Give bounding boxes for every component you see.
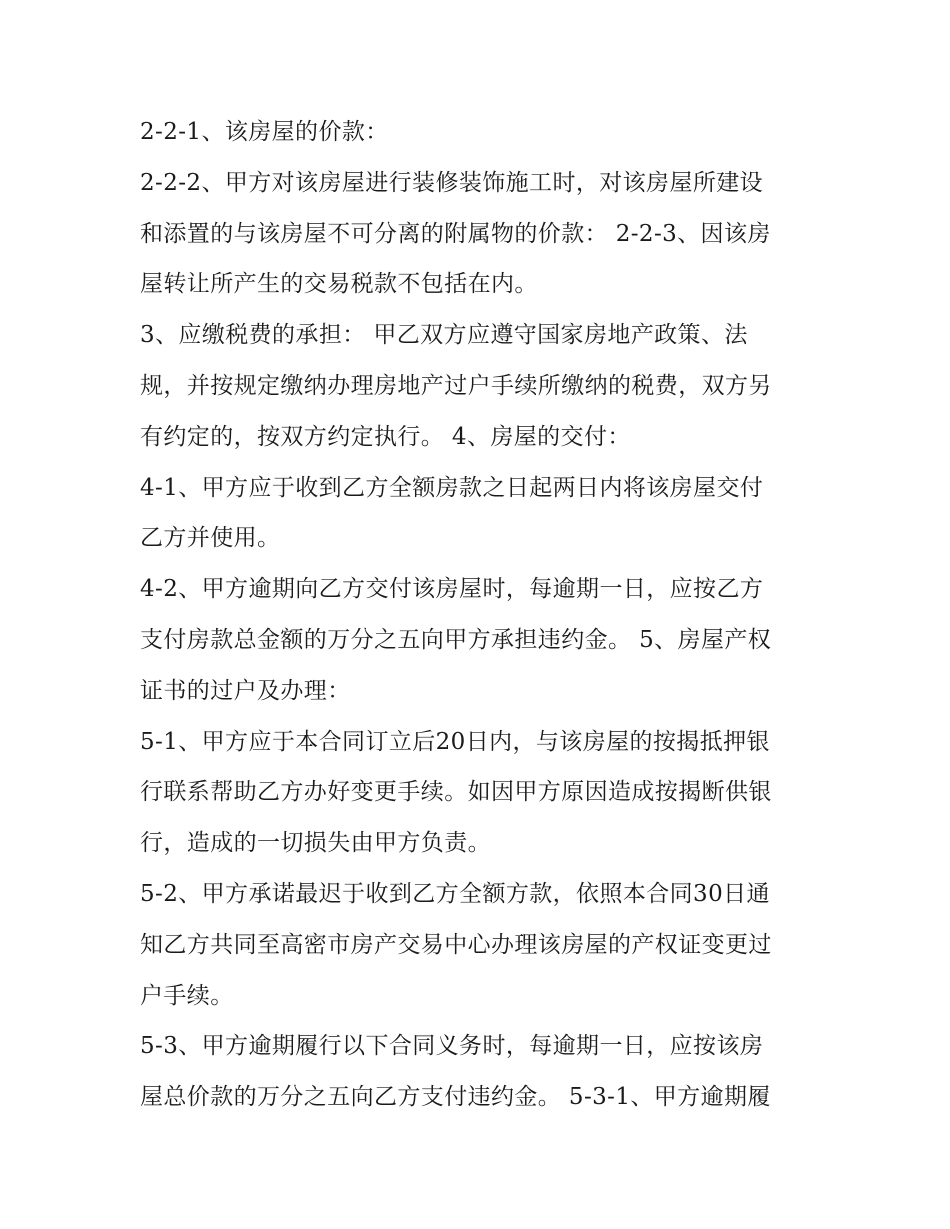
text-line: 有约定的，按双方约定执行。 4、房屋的交付： <box>140 423 631 450</box>
document-body <box>140 107 820 1123</box>
text-line: 2-2-2、甲方对该房屋进行装修装饰施工时，对该房屋所建设 <box>140 169 764 196</box>
text-line: 2-2-1、该房屋的价款： <box>140 119 389 145</box>
text-line: 屋总价款的万分之五向乙方支付违约金。 5-3-1、甲方逾期履 <box>140 1084 771 1111</box>
text-line: 规，并按规定缴纳办理房地产过户手续所缴纳的税费，双方另 <box>140 372 772 399</box>
text-line: 行联系帮助乙方办好变更手续。如因甲方原因造成按揭断供银 <box>140 779 772 806</box>
text-line: 知乙方共同至高密市房产交易中心办理该房屋的产权证变更过 <box>140 931 772 958</box>
text-line: 户手续。 <box>140 982 234 1009</box>
text-line: 屋转让所产生的交易税款不包括在内。 <box>140 271 538 298</box>
text-line: 5-2、甲方承诺最迟于收到乙方全额方款，依照本合同30日通 <box>140 880 770 907</box>
text-line: 乙方并使用。 <box>140 525 281 552</box>
text-line: 5-1、甲方应于本合同订立后20日内，与该房屋的按揭抵押银 <box>140 728 770 755</box>
text-line: 和添置的与该房屋不可分离的附属物的价款： 2-2-3、因该房 <box>140 220 771 247</box>
text-line: 4-2、甲方逾期向乙方交付该房屋时，每逾期一日，应按乙方 <box>140 576 764 603</box>
text-line: 5-3、甲方逾期履行以下合同义务时，每逾期一日，应按该房 <box>140 1033 764 1060</box>
text-line: 支付房款总金额的万分之五向甲方承担违约金。 5、房屋产权 <box>140 626 772 653</box>
text-line: 行，造成的一切损失由甲方负责。 <box>140 830 491 857</box>
text-line: 3、应缴税费的承担： 甲乙双方应遵守国家房地产政策、法 <box>140 322 748 349</box>
text-line: 4-1、甲方应于收到乙方全额房款之日起两日内将该房屋交付 <box>140 474 764 501</box>
text-line: 证书的过户及办理： <box>140 677 351 704</box>
